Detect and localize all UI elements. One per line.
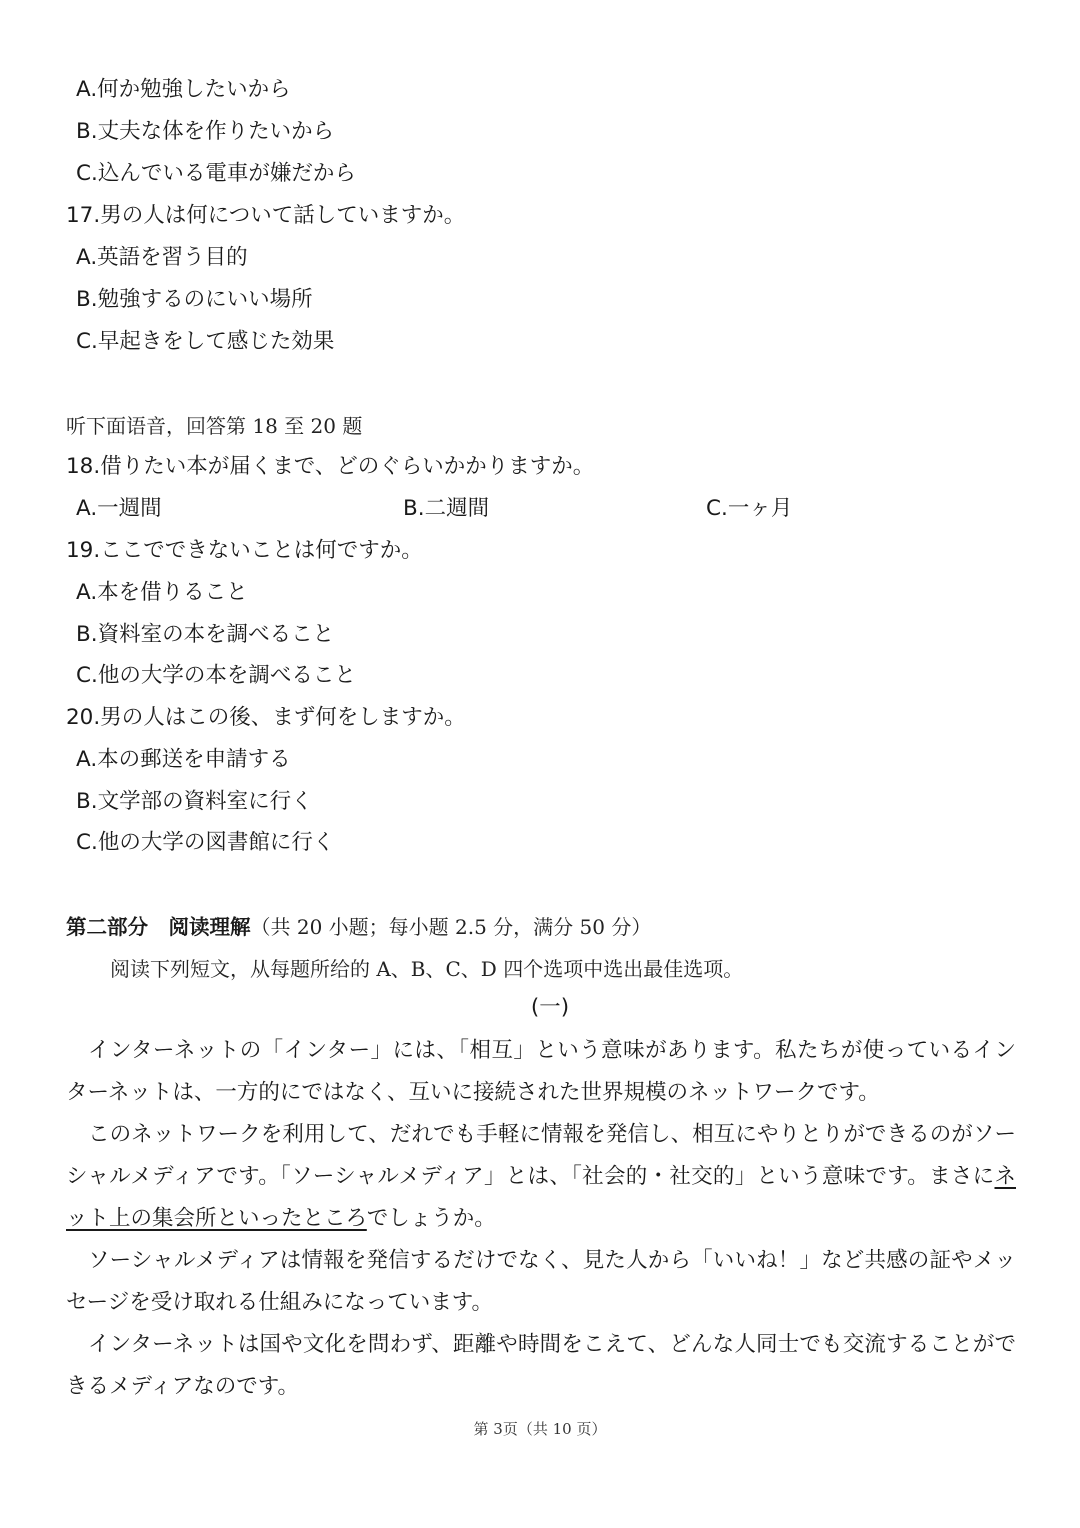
q17-option-b: B.勉強するのにいい場所 <box>76 287 313 312</box>
q20-option-b: B.文学部の資料室に行く <box>76 789 313 814</box>
q19-option-c: C.他の大学の本を調べること <box>76 663 356 688</box>
q16-option-a: A.何か勉強したいから <box>76 77 291 102</box>
passage-paragraph-2 <box>66 1114 1016 1240</box>
q18-question: 18.借りたい本が届くまで、どのぐらいかかりますか。 <box>66 454 595 479</box>
passage-paragraph-4: インターネットは国や文化を問わず、距離や時間をこえて、どんな人同士でも交流することができるメディアなのです。 <box>66 1332 1016 1399</box>
passage-number: (一) <box>530 995 570 1020</box>
part2-heading: 第二部分 阅读理解 <box>66 915 251 939</box>
passage-paragraph-2-end: でしょうか。 <box>366 1206 496 1231</box>
q20-option-a: A.本の郵送を申請する <box>76 747 291 772</box>
q19-option-a: A.本を借りること <box>76 580 248 605</box>
q18-option-b: B.二週間 <box>403 496 490 521</box>
reading-passage <box>66 1030 1016 1408</box>
q18-option-c: C.一ヶ月 <box>706 496 793 521</box>
part2-heading-note: （共 20 小题；每小题 2.5 分，满分 50 分） <box>250 915 652 939</box>
passage-paragraph-2-text: このネットワークを利用して、だれでも手軽に情報を発信し、相互にやりとりができるのがソーシャルメディアです。「ソーシャルメディア」とは、「社会的・社交的」という意味です。まさに <box>66 1122 1016 1189</box>
q18-option-a: A.一週間 <box>76 496 162 521</box>
underlined-phrase: ネット上の集会所といったところ <box>66 1164 1016 1231</box>
q19-question: 19.ここでできないことは何ですか。 <box>66 538 423 563</box>
page-footer: 第 3页（共 10 页） <box>473 1420 607 1438</box>
q17-question: 17.男の人は何について話していますか。 <box>66 203 466 228</box>
passage-paragraph-1: インターネットの「インター」には、「相互」という意味があります。私たちが使っているインターネットは、一方的にではなく、互いに接続された世界規模のネットワークです。 <box>66 1038 1016 1105</box>
q20-question: 20.男の人はこの後、まず何をしますか。 <box>66 705 466 730</box>
passage-paragraph-3: ソーシャルメディアは情報を発信するだけでなく、見た人から「いいね！」など共感の証やメッセージを受け取れる仕組みになっています。 <box>66 1248 1016 1315</box>
part2-heading-line <box>66 912 651 943</box>
q16-option-b: B.丈夫な体を作りたいから <box>76 119 335 144</box>
q20-option-c: C.他の大学の図書館に行く <box>76 830 335 855</box>
q17-option-a: A.英語を習う目的 <box>76 245 248 270</box>
q19-option-b: B.資料室の本を調べること <box>76 622 335 647</box>
q17-option-c: C.早起きをして感じた効果 <box>76 329 335 354</box>
part2-instruction: 阅读下列短文，从每题所给的 A、B、C、D 四个选项中选出最佳选项。 <box>110 957 744 981</box>
q16-option-c: C.込んでいる電車が嫌だから <box>76 161 356 186</box>
section-instruction-18-20: 听下面语音，回答第 18 至 20 题 <box>66 414 363 438</box>
